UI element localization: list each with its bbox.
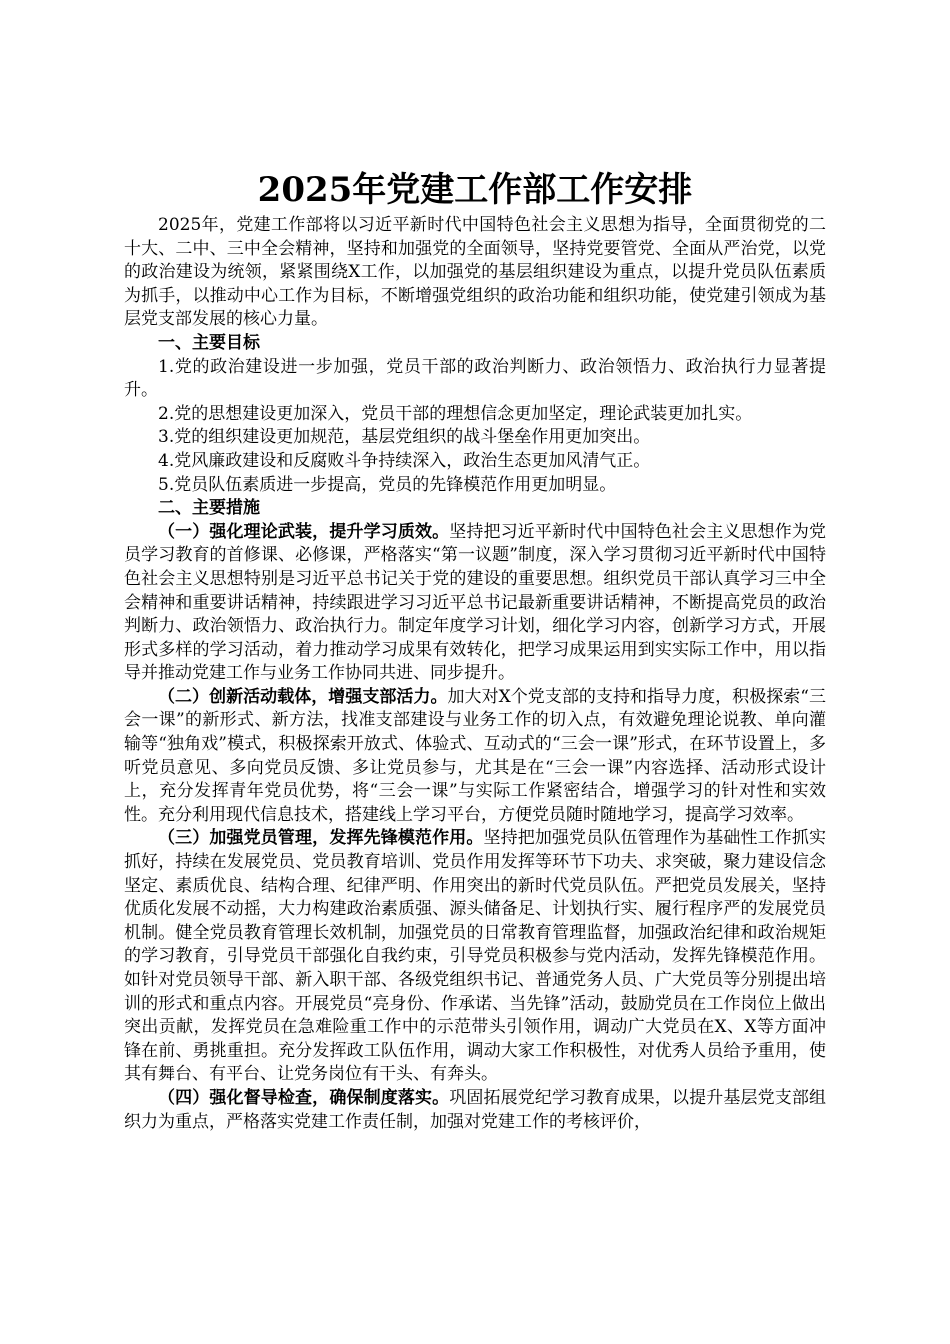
measure-paragraph bbox=[124, 1087, 826, 1134]
measure-paragraph bbox=[124, 521, 826, 686]
measure-lead: （四）强化督导检查，确保制度落实。 bbox=[158, 1087, 450, 1108]
measure-body: 坚持把习近平新时代中国特色社会主义思想作为党员学习教育的首修课、必修课，严格落实“第一议题”制度，深入学习贯彻习近平新时代中国特色社会主义思想特别是习近平总书记关于党的建设的重要思想。组织党员干部认真学习三中全会精神和重要讲话精神，持续跟进学习习近平总书记最新重要讲话精神，不断提高党员的政治判断力、政治领悟力、政治执行力。制定年度学习计划，细化学习内容，创新学习方式，开展形式多样的学习活动，着力推动学习成果有效转化，把学习成果运用到实实际工作中，用以指导并推动党建工作与业务工作协同共进、同步提升。 bbox=[124, 521, 827, 684]
measure-paragraph bbox=[124, 827, 826, 1087]
measure-lead: （三）加强党员管理，发挥先锋模范作用。 bbox=[158, 828, 484, 849]
goal-item: 2.党的思想建设更加深入，党员干部的理想信念更加坚定，理论武装更加扎实。 bbox=[158, 403, 753, 424]
document-title: 2025年党建工作部工作安排 bbox=[257, 170, 693, 210]
measure-body: 加大对X个党支部的支持和指导力度，积极探索“三会一课”的新形式、新方法，找准支部建设与业务工作的切入点，有效避免理论说教、单向灌输等“独角戏”模式，积极探索开放式、体验式、互动式的“三会一课”形式，在环节设置上，多听党员意见、多向党员反馈、多让党员参与，尤其是在“三会一课”内容选择、活动形式设计上，充分发挥青年党员优势，将“三会一课”与实际工作紧密结合，增强学习的针对性和实效性。充分利用现代信息技术，搭建线上学习平台，方便党员随时随地学习，提高学习效率。 bbox=[124, 686, 827, 825]
measure-body: 坚持把加强党员队伍管理作为基础性工作抓实抓好，持续在发展党员、党员教育培训、党员作用发挥等环节下功夫、求突破，聚力建设信念坚定、素质优良、结构合理、纪律严明、作用突出的新时代党员队伍。严把党员发展关，坚持优质化发展不动摇，大力构建政治素质强、源头储备足、计划执行实、履行程序严的发展党员机制。健全党员教育管理长效机制，加强党员的日常教育管理监督，加强政治纪律和政治规矩的学习教育，引导党员干部强化自我约束，引导党员积极参与党内活动，发挥先锋模范作用。如针对党员领导干部、新入职干部、各级党组织书记、普通党务人员、广大党员等分别提出培训的形式和重点内容。开展党员“亮身份、作承诺、当先锋”活动，鼓励党员在工作岗位上做出突出贡献，发挥党员在急难险重工作中的示范带头引领作用，调动广大党员在X、X等方面冲锋在前、勇挑重担。充分发挥政工队伍作用，调动大家工作积极性，对优秀人员给予重用，使其有舞台、有平台、让党务岗位有干头、有奔头。 bbox=[124, 828, 826, 1085]
measure-lead: （一）强化理论武装，提升学习质效。 bbox=[158, 521, 450, 542]
goal-item: 5.党员队伍素质进一步提高，党员的先锋模范作用更加明显。 bbox=[158, 474, 617, 495]
measure-body: 巩固拓展党纪学习教育成果，以提升基层党支部组织力为重点，严格落实党建工作责任制，加强对党建工作的考核评价， bbox=[124, 1087, 827, 1132]
measure-lead: （二）创新活动载体，增强支部活力。 bbox=[158, 686, 448, 707]
goal-item: 3.党的组织建设更加规范，基层党组织的战斗堡垒作用更加突出。 bbox=[158, 427, 651, 448]
document-page bbox=[124, 168, 826, 1134]
section-heading-goals: 一、主要目标 bbox=[158, 332, 260, 353]
section-heading-measures: 二、主要措施 bbox=[158, 498, 260, 519]
measure-paragraph bbox=[124, 686, 826, 828]
intro-paragraph: 2025年，党建工作部将以习近平新时代中国特色社会主义思想为指导，全面贯彻党的二十大、二中、三中全会精神，坚持和加强党的全面领导，坚持党要管党、全面从严治党，以党的政治建设为统领，紧紧围绕X工作，以加强党的基层组织建设为重点，以提升党员队伍素质为抓手，以推动中心工作为目标，不断增强党组织的政治功能和组织功能，使党建引领成为基层党支部发展的核心力量。 bbox=[124, 215, 826, 330]
goal-item: 4.党风廉政建设和反腐败斗争持续深入，政治生态更加风清气正。 bbox=[158, 450, 651, 471]
goal-item: 1.党的政治建设进一步加强，党员干部的政治判断力、政治领悟力、政治执行力显著提升。 bbox=[124, 356, 826, 401]
